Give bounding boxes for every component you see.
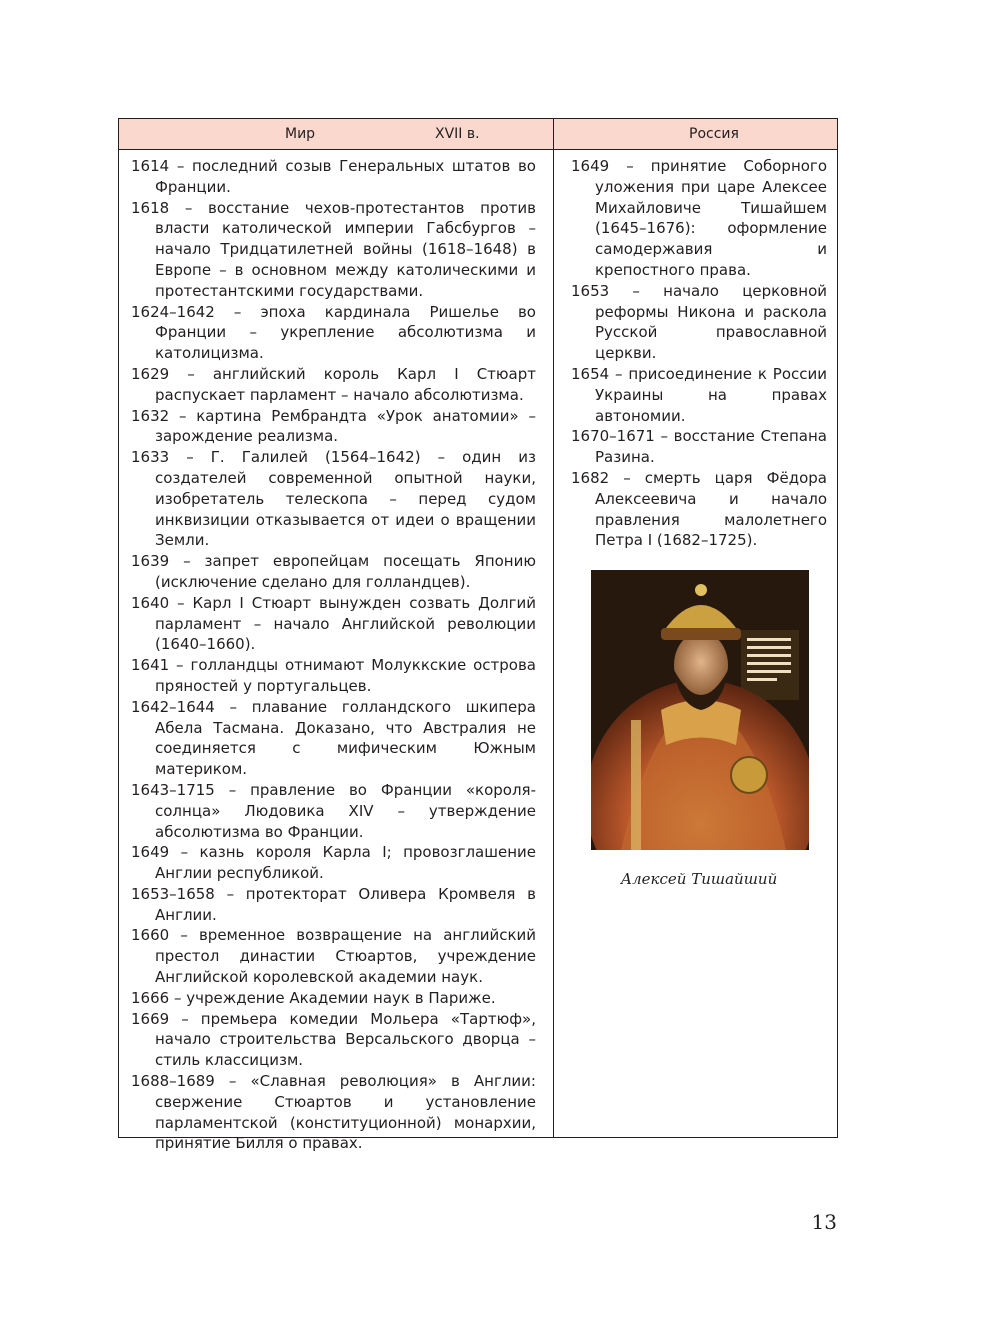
- world-entry: 1614 – последний созыв Генеральных штатов во Франции.: [131, 157, 536, 196]
- world-entry: 1653–1658 – протекторат Оливера Кромвеля в Англии.: [131, 884, 536, 924]
- russia-entry: 1682 – смерть царя Фёдора Алексеевича и начало правления малолетнего Петра I (1682–1725).: [571, 468, 827, 550]
- russia-entry: 1649 – принятие Соборного уложения при царе Алексее Михайловиче Тишайшем (1645–1676): оформление самодержавия и крепостного права.: [571, 157, 827, 279]
- chronology-table: [118, 118, 838, 1153]
- world-entry: 1633 – Г. Галилей (1564–1642) – один из создателей современной опытной науки, изобретатель телескопа – перед судом инквизиции отказывается от идеи о вращении Земли.: [131, 448, 536, 550]
- world-entry: 1649 – казнь короля Карла I; провозглашение Англии республикой.: [131, 843, 536, 883]
- russia-entry: 1654 – присоединение к России Украины на правах автономии.: [571, 364, 827, 425]
- world-entry: 1642–1644 – плавание голландского шкипера Абела Тасмана. Доказано, что Австралия не соединяется с мифическим Южным материком.: [131, 697, 536, 779]
- world-entry: 1632 – картина Рембрандта «Урок анатомии» – зарождение реализма.: [131, 406, 536, 446]
- world-entry: 1629 – английский король Карл I Стюарт распускает парламент – начало абсолютизма.: [131, 364, 536, 404]
- world-entry: 1669 – премьера комедии Мольера «Тартюф», начало строительства Версальского дворца – стиль классицизм.: [131, 1009, 536, 1070]
- header-russia: Россия: [689, 126, 739, 142]
- world-entry: 1666 – учреждение Академии наук в Париже.: [131, 988, 496, 1007]
- world-entry: 1640 – Карл I Стюарт вынужден созвать Долгий парламент – начало Английской революции (1640–1660).: [131, 593, 536, 654]
- world-entry: 1688–1689 – «Славная революция» в Англии: свержение Стюартов и установление парламентской (конституционной) монархии, принятие Билля о правах.: [131, 1072, 536, 1153]
- world-entry: 1660 – временное возвращение на английский престол династии Стюартов, учреждение Английской королевской академии наук.: [131, 926, 536, 987]
- tsar-portrait-image: [591, 570, 809, 850]
- header-century: XVII в.: [435, 126, 480, 142]
- header-world: Мир: [285, 126, 316, 142]
- world-column: [131, 156, 536, 1154]
- russia-entry: 1670–1671 – восстание Степана Разина.: [571, 427, 827, 467]
- world-entry: 1624–1642 – эпоха кардинала Ришелье во Франции – укрепление абсолютизма и католицизма.: [131, 302, 536, 363]
- world-entry: 1643–1715 – правление во Франции «короля-солнца» Людовика XIV – утверждение абсолютизма во Франции.: [131, 780, 536, 841]
- page-number: 13: [811, 1210, 837, 1234]
- world-entry: 1618 – восстание чехов-протестантов против власти католической империи Габсбургов – начало Тридцатилетней войны (1618–1648) в Европе – в основном между католическими и протестантскими государствами.: [131, 198, 536, 300]
- world-entry: 1639 – запрет европейцам посещать Японию (исключение сделано для голландцев).: [131, 552, 536, 591]
- russia-entry: 1653 – начало церковной реформы Никона и раскола Русской православной церкви.: [571, 281, 827, 363]
- table-header: [119, 119, 837, 150]
- column-divider: [553, 119, 554, 1137]
- portrait-painting-icon: [591, 570, 809, 850]
- portrait-caption: Алексей Тишайший: [620, 870, 778, 888]
- world-entry: 1641 – голландцы отнимают Молуккские острова пряностей у португальцев.: [131, 656, 536, 695]
- russia-column: [571, 156, 827, 551]
